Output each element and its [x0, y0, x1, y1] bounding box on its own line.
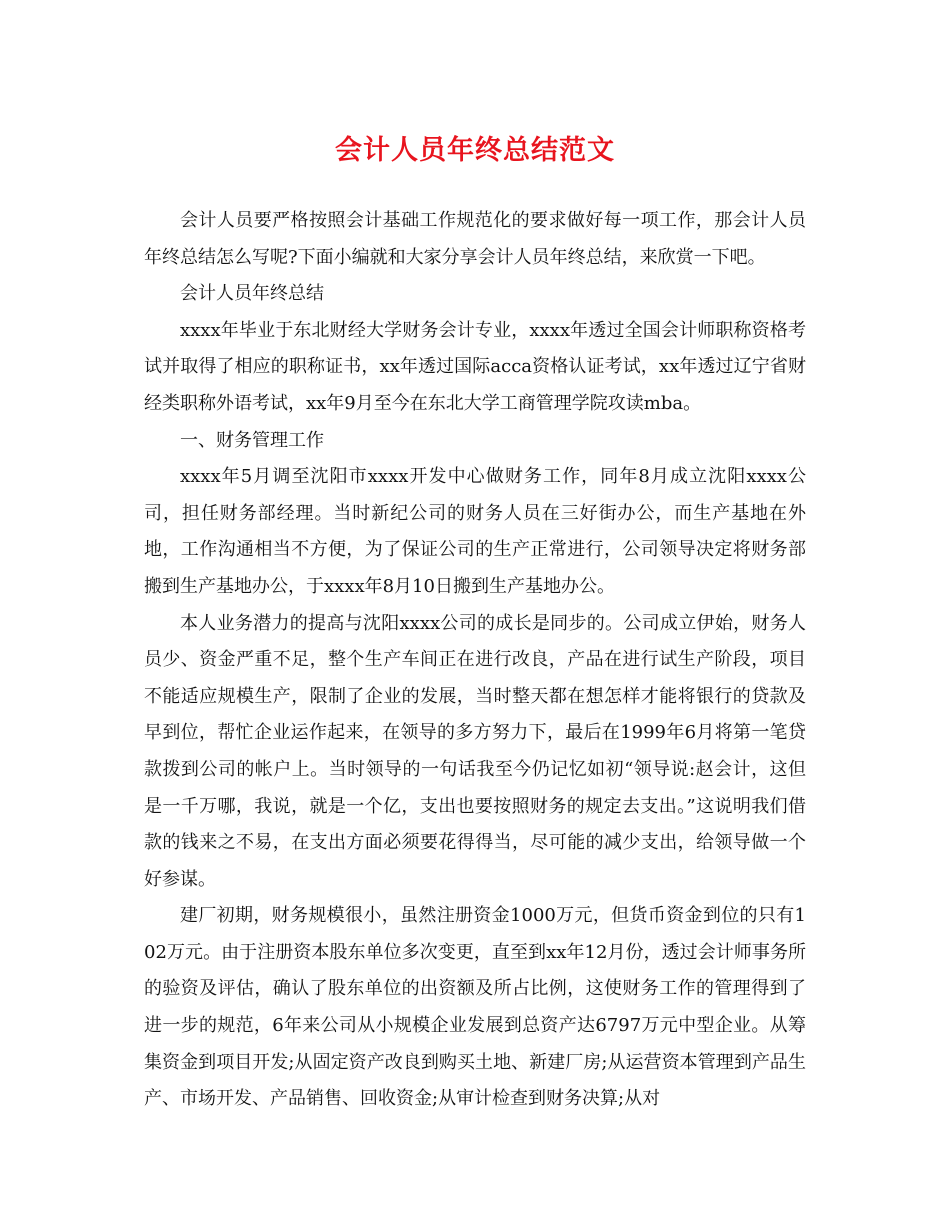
- body-paragraph: 本人业务潜力的提高与沈阳xxxx公司的成长是同步的。公司成立伊始，财务人员少、资金严重不足，整个生产车间正在进行改良，产品在进行试生产阶段，项目不能适应规模生产，限制了企业的发展，当时整天都在想怎样才能将银行的贷款及早到位，帮忙企业运作起来，在领导的多方努力下，最后在1999年6月将第一笔贷款拨到公司的帐户上。当时领导的一句话我至今仍记忆如初“领导说:赵会计，这但是一千万哪，我说，就是一个亿，支出也要按照财务的规定去支出。”这说明我们借款的钱来之不易，在支出方面必须要花得得当，尽可能的减少支出，给领导做一个好参谋。: [144, 612, 806, 890]
- document-title: 会计人员年终总结范文: [335, 135, 615, 166]
- background-paragraph: xxxx年毕业于东北财经大学财务会计专业，xxxx年透过全国会计师职称资格考试并取得了相应的职称证书，xx年透过国际acca资格认证考试，xx年透过辽宁省财经类职称外语考试，xx年9月至今在东北大学工商管理学院攻读mba。: [144, 319, 806, 414]
- intro-paragraph: 会计人员要严格按照会计基础工作规范化的要求做好每一项工作，那会计人员年终总结怎么写呢?下面小编就和大家分享会计人员年终总结，来欣赏一下吧。: [144, 210, 806, 268]
- section-heading-summary: 会计人员年终总结: [180, 283, 324, 305]
- body-paragraph: 建厂初期，财务规模很小，虽然注册资金1000万元，但货币资金到位的只有102万元。由于注册资本股东单位多次变更，直至到xx年12月份，透过会计师事务所的验资及评估，确认了股东单位的出资额及所占比例，这使财务工作的管理得到了进一步的规范，6年来公司从小规模企业发展到总资产达6797万元中型企业。从筹集资金到项目开发;从固定资产改良到购买土地、新建厂房;从运营资本管理到产品生产、市场开发、产品销售、回收资金;从审计检查到财务决算;从对: [144, 905, 806, 1110]
- document-body: [144, 203, 806, 1118]
- section-heading-financial-management: 一、财务管理工作: [180, 429, 324, 451]
- body-paragraph: xxxx年5月调至沈阳市xxxx开发中心做财务工作，同年8月成立沈阳xxxx公司，担任财务部经理。当时新纪公司的财务人员在三好街办公，而生产基地在外地，工作沟通相当不方便，为了保证公司的生产正常进行，公司领导决定将财务部搬到生产基地办公，于xxxx年8月10日搬到生产基地办公。: [144, 466, 806, 597]
